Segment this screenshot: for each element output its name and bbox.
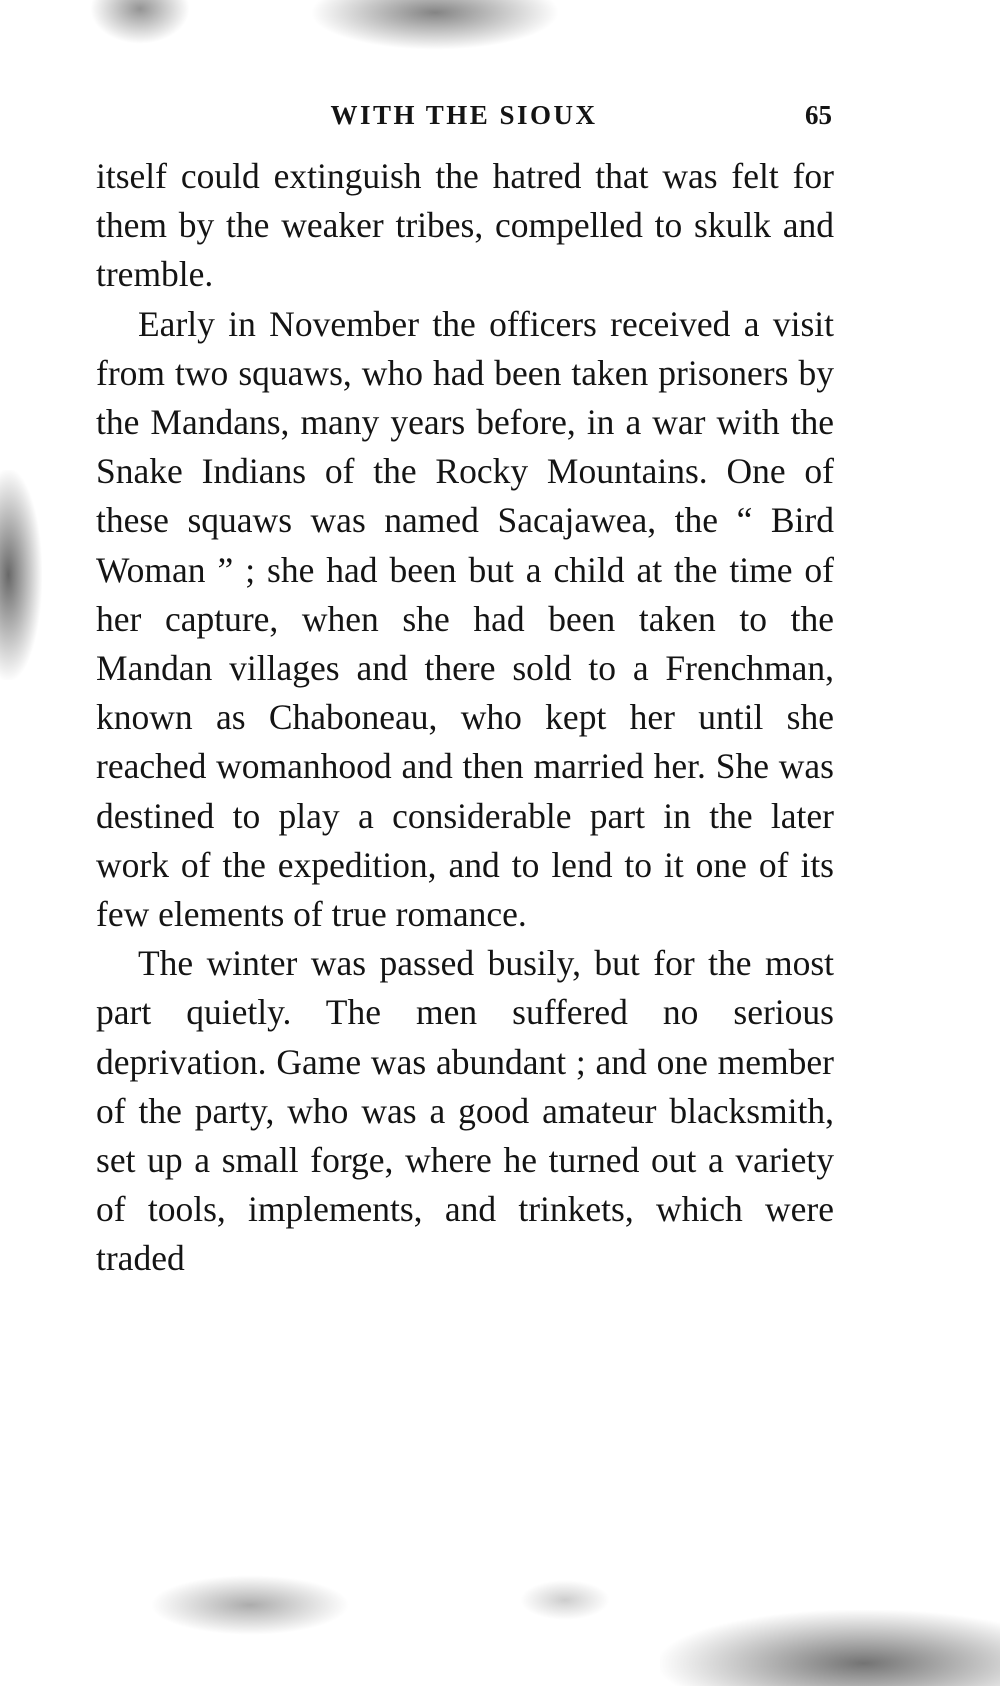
scan-smudge — [310, 0, 560, 50]
scan-smudge — [0, 470, 42, 680]
paragraph-continued: itself could extinguish the hatred that was felt for them by the weaker tribes, compelled to skulk and tremble. — [96, 156, 834, 295]
scan-smudge — [150, 1575, 350, 1635]
scan-smudge — [90, 0, 190, 44]
running-header — [96, 98, 832, 138]
running-title: WITH THE SIOUX — [330, 100, 598, 130]
body-text — [96, 152, 834, 1284]
paragraph: The winter was passed busily, but for the most part quietly. The men suffered no serious deprivation. Game was abundant ; and one member of the party, who was a good amateur blacksmith, set up a small forge, where he turned out a variety of tools, implements, and trinkets, which were traded — [96, 943, 834, 1279]
page-number: 65 — [805, 100, 832, 130]
scan-smudge — [520, 1580, 610, 1620]
paragraph: Early in November the officers received a visit from two squaws, who had been taken prisoners by the Mandans, many years before, in a war with the Snake Indians of the Rocky Mountains. One of these squaws was named Sacajawea, the “ Bird Woman ” ; she had been but a child at the time of her capture, when she had been taken to the Mandan villages and there sold to a Frenchman, known as Chaboneau, who kept her until she reached womanhood and then married her. She was destined to play a considerable part in the later work of the expedition, and to lend to it one of its few elements of true romance. — [96, 303, 834, 935]
scan-smudge — [660, 1610, 1000, 1686]
